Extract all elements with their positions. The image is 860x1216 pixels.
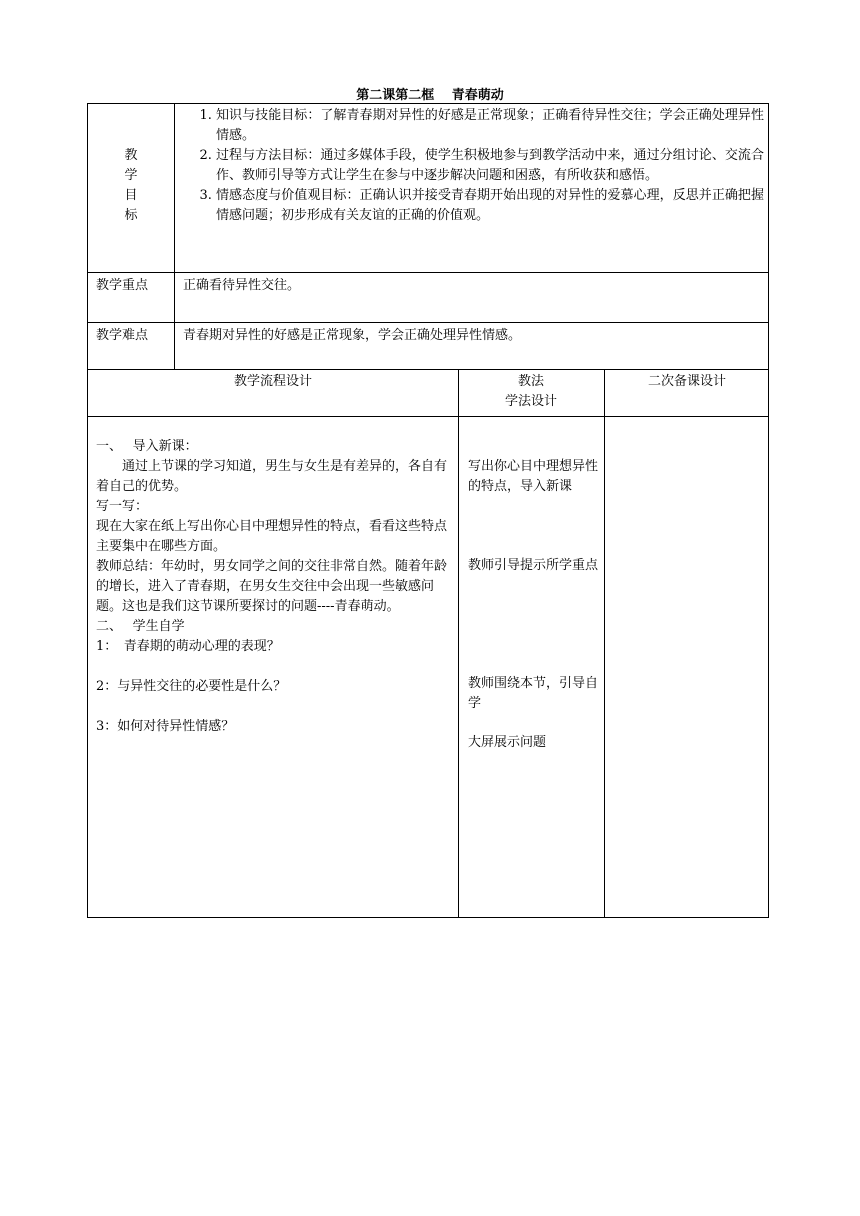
row-divider [88, 272, 768, 273]
row-divider [88, 322, 768, 323]
flow-header: 教学流程设计 [233, 374, 312, 389]
flow-content [96, 437, 452, 737]
method-text: 教师围绕本节，引导自学 [468, 676, 599, 711]
key-point-label: 教学重点 [96, 278, 149, 293]
row-divider [88, 416, 768, 417]
goal-item: 2. 过程与方法目标：通过多媒体手段，使学生积极地参与到教学活动中来，通过分组讨论、交流合作、教师引导等方式让学生在参与中逐步解决问题和困惑，有所收获和感悟。 [216, 146, 764, 186]
method-header: 教法 学法设计 [504, 374, 557, 409]
goal-item: 1. 知识与技能目标：了解青春期对异性的好感是正常现象；正确看待异性交往；学会正确处理异性情感。 [216, 106, 764, 146]
goal-item: 3. 情感态度与价值观目标：正确认识并接受青春期开始出现的对异性的爱慕心理，反思并正确把握情感问题；初步形成有关友谊的正确的价值观。 [216, 186, 764, 226]
question: 2：与异性交往的必要性是什么？ [96, 679, 287, 694]
question: 3：如何对待异性情感？ [96, 719, 235, 734]
method-text: 写出你心目中理想异性的特点，导入新课 [468, 459, 599, 494]
question: 1： 青春期的萌动心理的表现？ [96, 639, 280, 654]
section-heading: 二、 学生自学 [96, 619, 185, 634]
key-point-text: 正确看待异性交往。 [183, 278, 301, 293]
column-divider [458, 369, 459, 917]
method-text: 教师引导提示所学重点 [468, 558, 599, 573]
goals-label: 教 学 目 标 [124, 148, 138, 223]
goals-list [174, 106, 768, 226]
difficulty-text: 青春期对异性的好感是正常现象，学会正确处理异性情感。 [183, 328, 522, 343]
lesson-plan-table [87, 103, 769, 918]
second-prep-header: 二次备课设计 [647, 374, 726, 389]
column-divider [604, 369, 605, 917]
method-text: 大屏展示问题 [468, 735, 547, 750]
page-title: 第二课第二框 青春萌动 [356, 88, 504, 103]
row-divider [88, 369, 768, 370]
difficulty-label: 教学难点 [96, 328, 149, 343]
paragraph: 写一写： [96, 499, 149, 514]
paragraph: 教师总结：年幼时，男女同学之间的交往非常自然。随着年龄的增长，进入了青春期，在男女生交往中会出现一些敏感问题。这也是我们这节课所要探讨的问题----青春萌动。 [96, 559, 448, 614]
paragraph: 现在大家在纸上写出你心目中理想异性的特点，看看这些特点主要集中在哪些方面。 [96, 519, 448, 554]
paragraph: 通过上节课的学习知道，男生与女生是有差异的，各自有着自己的优势。 [96, 459, 448, 494]
section-heading: 一、 导入新课： [96, 439, 198, 454]
